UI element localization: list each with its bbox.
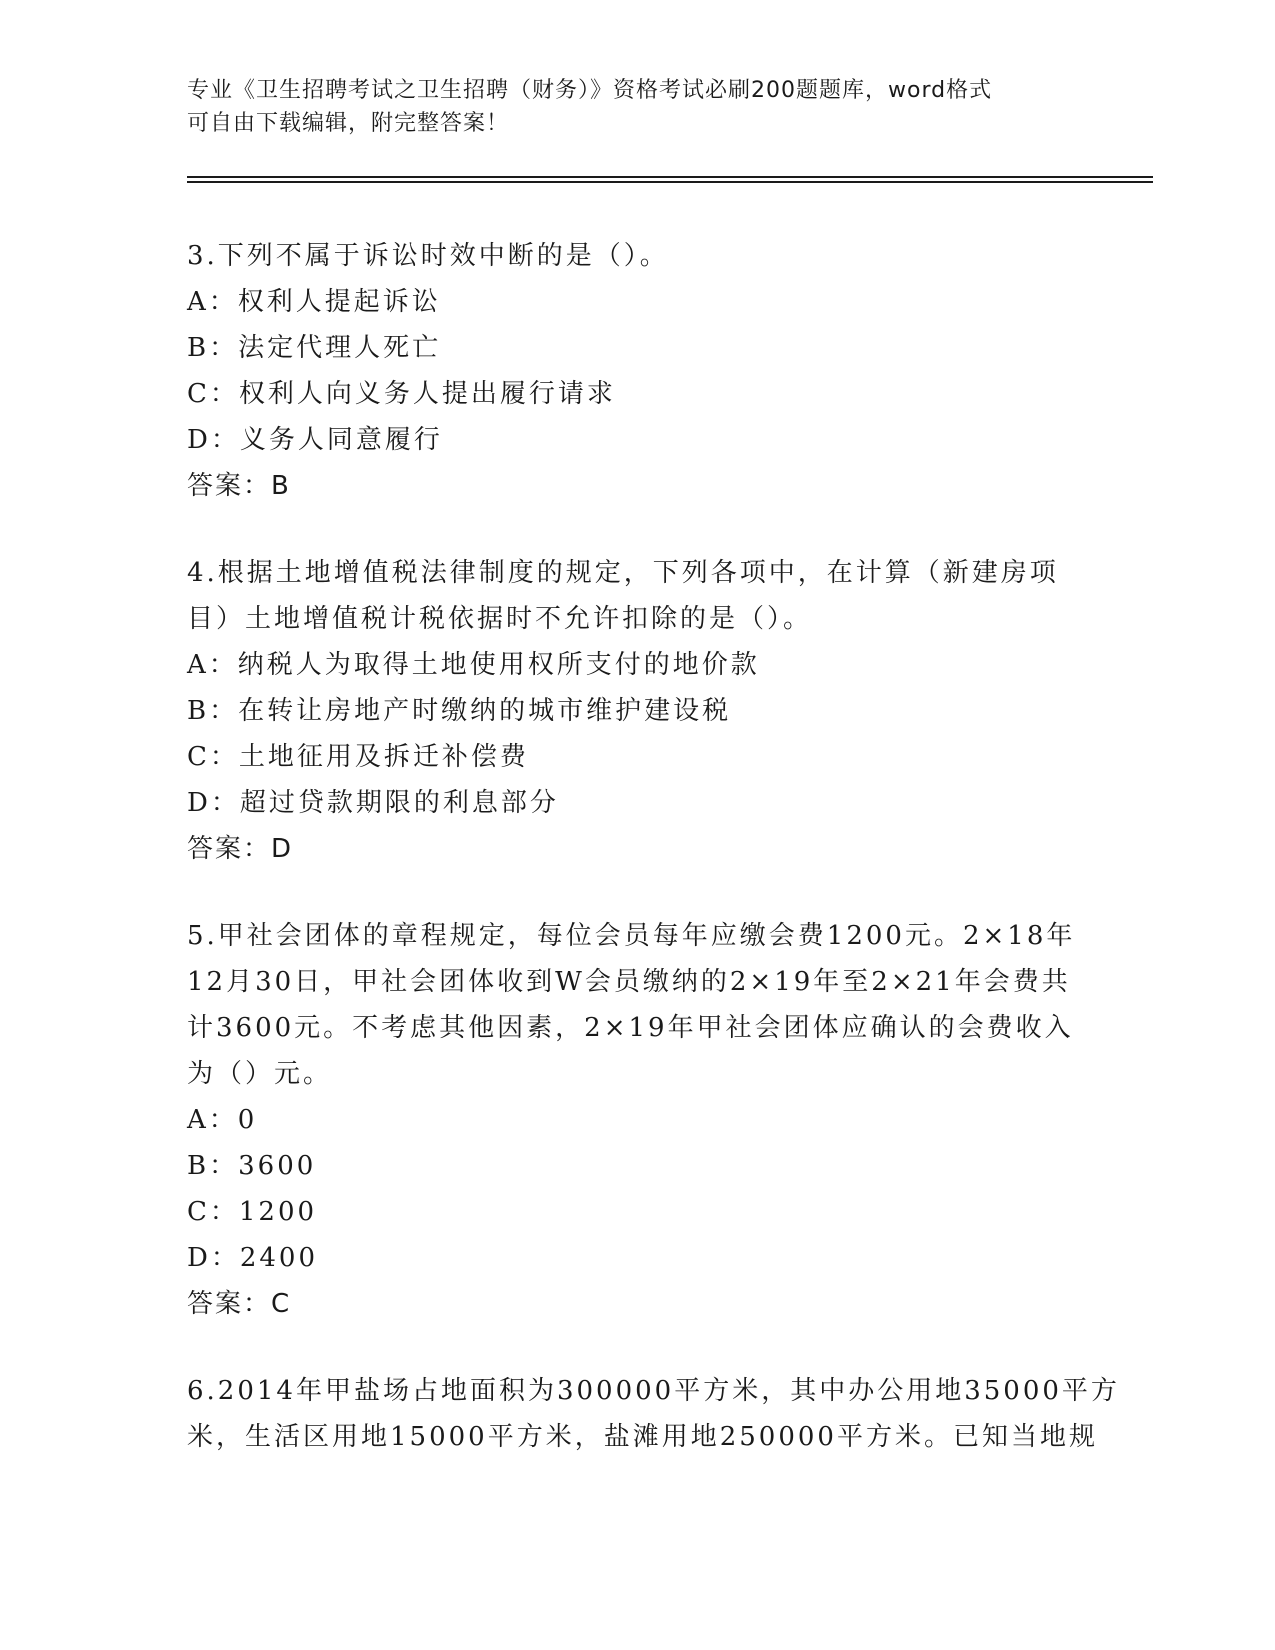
answer-line: 答案：B xyxy=(187,471,291,501)
header-line-2: 可自由下载编辑，附完整答案！ xyxy=(187,111,510,136)
question-4 xyxy=(187,550,1107,872)
option-a: A：权利人提起诉讼 xyxy=(187,287,441,317)
header-rule-top xyxy=(187,176,1153,178)
question-5 xyxy=(187,913,1107,1327)
document-header xyxy=(187,74,1087,140)
question-6 xyxy=(187,1368,1120,1460)
option-a: A：纳税人为取得土地使用权所支付的地价款 xyxy=(187,650,760,680)
question-stem-line: 计3600元。不考虑其他因素，2×19年甲社会团体应确认的会费收入 xyxy=(187,1013,1074,1043)
question-stem-line: 6.2014年甲盐场占地面积为300000平方米，其中办公用地35000平方 xyxy=(187,1376,1120,1406)
question-stem-line: 为（）元。 xyxy=(187,1059,333,1089)
question-stem-line: 米，生活区用地15000平方米，盐滩用地250000平方米。已知当地规 xyxy=(187,1422,1098,1452)
header-rule-bottom xyxy=(187,181,1153,183)
question-stem-line: 3.下列不属于诉讼时效中断的是（）。 xyxy=(187,241,669,271)
option-a: A：0 xyxy=(187,1105,258,1135)
question-stem-line: 12月30日，甲社会团体收到W会员缴纳的2×19年至2×21年会费共 xyxy=(187,967,1071,997)
option-c: C：1200 xyxy=(187,1197,318,1227)
question-stem-line: 5.甲社会团体的章程规定，每位会员每年应缴会费1200元。2×18年 xyxy=(187,921,1076,951)
question-3 xyxy=(187,233,1107,509)
question-stem-line: 目）土地增值税计税依据时不允许扣除的是（）。 xyxy=(187,604,813,634)
option-d: D：2400 xyxy=(187,1243,319,1273)
question-list xyxy=(187,233,1120,1501)
option-b: B：在转让房地产时缴纳的城市维护建设税 xyxy=(187,696,732,726)
answer-line: 答案：D xyxy=(187,834,294,864)
answer-line: 答案：C xyxy=(187,1289,292,1319)
option-d: D：超过贷款期限的利息部分 xyxy=(187,788,559,818)
option-b: B：法定代理人死亡 xyxy=(187,333,442,363)
option-d: D：义务人同意履行 xyxy=(187,425,443,455)
option-c: C：土地征用及拆迁补偿费 xyxy=(187,742,529,772)
option-c: C：权利人向义务人提出履行请求 xyxy=(187,379,616,409)
question-stem-line: 4.根据土地增值税法律制度的规定，下列各项中，在计算（新建房项 xyxy=(187,558,1059,588)
option-b: B：3600 xyxy=(187,1151,317,1181)
header-line-1: 专业《卫生招聘考试之卫生招聘（财务）》资格考试必刷200题题库，word格式 xyxy=(187,78,993,103)
